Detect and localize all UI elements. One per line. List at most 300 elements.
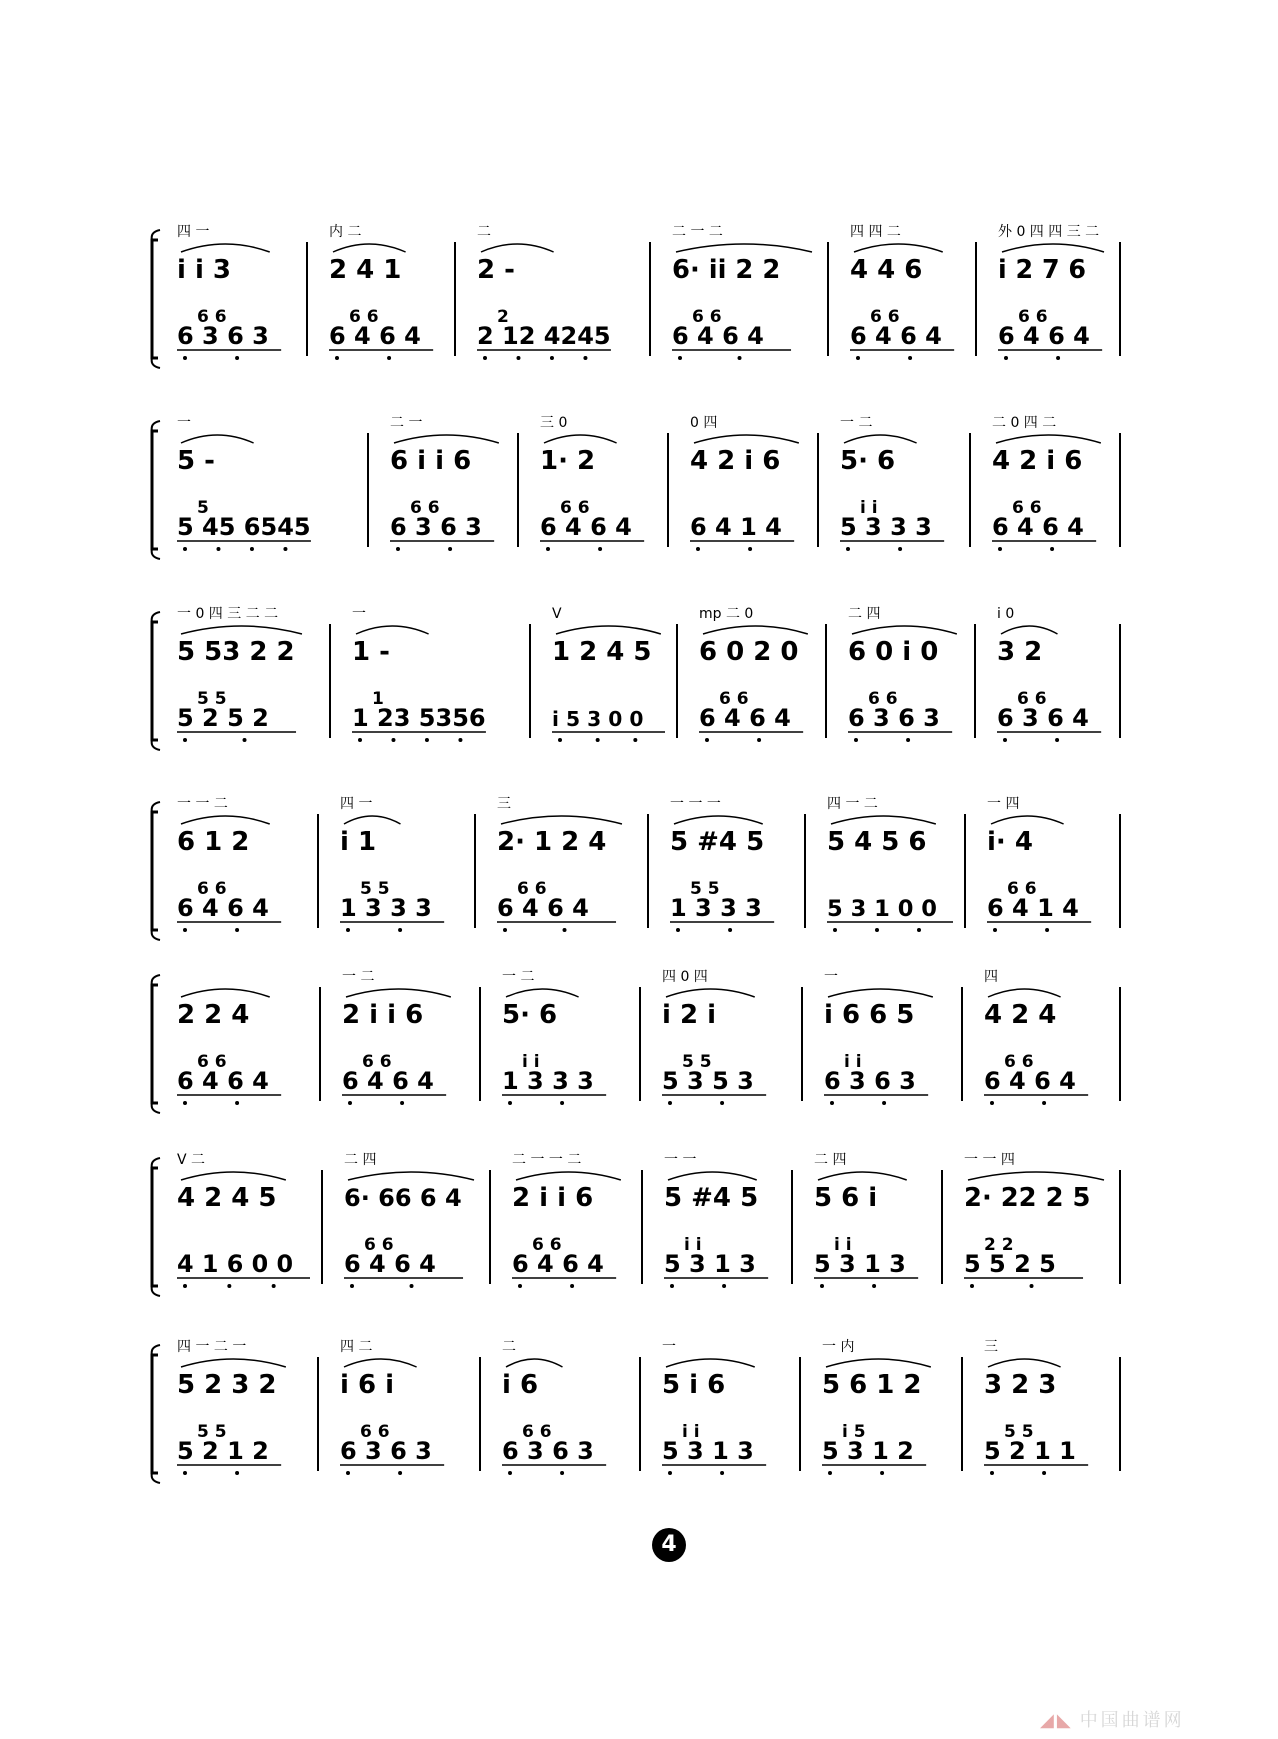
octave-dot — [875, 928, 879, 932]
fingering-mark: 一 0 四 三 二 二 — [177, 606, 279, 622]
accompaniment-notes: 6 4 6 4 — [512, 1250, 604, 1278]
accompaniment-notes: 6 4 6 4 — [344, 1250, 436, 1278]
fingering-mark: 一 — [662, 1339, 676, 1355]
page-number: 4 — [652, 1528, 686, 1562]
melody-notes: 6 0 i 0 — [848, 637, 939, 667]
melody-notes: 6 0 2 0 — [699, 637, 799, 667]
fingering-mark: 一 — [824, 969, 838, 985]
accompaniment-upper-notes: 2 — [497, 307, 509, 327]
octave-dot — [183, 1101, 187, 1105]
accompaniment-notes: 6 3 6 3 — [848, 704, 940, 732]
slur — [333, 244, 406, 252]
accompaniment-upper-notes: 6 6 — [360, 1422, 390, 1442]
slur — [181, 435, 254, 443]
melody-notes: 3 2 3 — [984, 1370, 1057, 1400]
fingering-mark: 二 四 — [344, 1152, 377, 1168]
octave-dot — [722, 1284, 726, 1288]
accompaniment-notes: 1 3 3 3 — [340, 894, 432, 922]
accompaniment-upper-notes: 5 5 — [682, 1052, 712, 1072]
octave-dot — [508, 1471, 512, 1475]
fingering-mark: 四 — [984, 969, 998, 985]
octave-dot — [250, 547, 254, 551]
slur — [344, 1359, 417, 1367]
melody-notes: 1 2 4 5 — [552, 637, 652, 667]
octave-dot — [668, 1471, 672, 1475]
accompaniment-upper-notes: 5 5 — [197, 1422, 227, 1442]
accompaniment-notes: 5 3 1 3 — [664, 1250, 756, 1278]
octave-dot — [908, 356, 912, 360]
accompaniment-notes: 6 4 6 4 — [497, 894, 589, 922]
slur — [346, 989, 451, 997]
fingering-mark: 一 二 — [342, 969, 375, 985]
fingering-mark: 一 一 — [664, 1152, 697, 1168]
octave-dot — [882, 1101, 886, 1105]
fingering-mark: 四 一 — [177, 224, 210, 240]
slur — [506, 989, 579, 997]
slur — [556, 626, 661, 634]
octave-dot — [990, 1101, 994, 1105]
octave-dot — [830, 1101, 834, 1105]
fingering-mark: 二 一 — [390, 415, 423, 431]
accompaniment-notes: 4 1 6 0 0 — [177, 1250, 294, 1278]
accompaniment-upper-notes: i 5 — [842, 1422, 866, 1442]
fingering-mark: 一 — [177, 415, 191, 431]
accompaniment-upper-notes: 6 6 — [197, 1052, 227, 1072]
octave-dot — [518, 1284, 522, 1288]
accompaniment-upper-notes: 6 6 — [532, 1235, 562, 1255]
accompaniment-notes: 6 4 6 4 — [329, 322, 421, 350]
watermark-text: 中国曲谱网 — [1079, 1710, 1185, 1731]
accompaniment-upper-notes: 6 6 — [362, 1052, 392, 1072]
accompaniment-notes: 6 3 6 4 — [997, 704, 1089, 732]
octave-dot — [216, 547, 220, 551]
accompaniment-upper-notes: 6 6 — [1007, 879, 1037, 899]
melody-notes: 4 2 i 6 — [690, 446, 781, 476]
slur — [674, 816, 763, 824]
accompaniment-upper-notes: 6 6 — [692, 307, 722, 327]
fingering-mark: 一 — [352, 606, 366, 622]
octave-dot — [1042, 1101, 1046, 1105]
accompaniment-upper-notes: i i — [834, 1235, 852, 1255]
accompaniment-upper-notes: 5 5 — [197, 689, 227, 709]
octave-dot — [243, 738, 247, 742]
accompaniment-upper-notes: 5 — [197, 498, 209, 518]
melody-notes: i 6 — [502, 1370, 539, 1400]
melody-notes: 6· 66 6 4 — [344, 1184, 462, 1212]
slur — [694, 435, 799, 443]
fingering-mark: 二 四 — [848, 606, 881, 622]
fingering-mark: 二 四 — [814, 1152, 847, 1168]
slur — [181, 244, 270, 252]
accompaniment-upper-notes: i i — [860, 498, 878, 518]
octave-dot — [358, 738, 362, 742]
accompaniment-notes: 5 3 1 3 — [662, 1437, 754, 1465]
accompaniment-upper-notes: 6 6 — [1017, 689, 1047, 709]
fingering-mark: 二 — [477, 224, 491, 240]
accompaniment-upper-notes: 6 6 — [1012, 498, 1042, 518]
accompaniment-upper-notes: i i — [844, 1052, 862, 1072]
accompaniment-upper-notes: 6 6 — [1018, 307, 1048, 327]
melody-notes: 5 6 1 2 — [822, 1370, 922, 1400]
melody-notes: 4 4 6 — [850, 255, 923, 285]
accompaniment-notes: 6 4 1 4 — [987, 894, 1079, 922]
melody-notes: 2· 22 2 5 — [964, 1183, 1091, 1213]
watermark-logo-icon: ◢◣ — [1040, 1710, 1074, 1731]
melody-notes: 2 4 1 — [329, 255, 402, 285]
octave-dot — [235, 1101, 239, 1105]
octave-dot — [696, 547, 700, 551]
fingering-mark: 一 二 — [840, 415, 873, 431]
octave-dot — [563, 928, 567, 932]
octave-dot — [350, 1284, 354, 1288]
melody-notes: 5 - — [177, 446, 215, 476]
system-brace — [152, 812, 158, 930]
octave-dot — [283, 547, 287, 551]
accompaniment-notes: 6 3 6 3 — [390, 513, 482, 541]
melody-notes: 2 i i 6 — [342, 1000, 424, 1030]
melody-notes: 5 #4 5 — [664, 1183, 759, 1213]
system-brace — [152, 985, 158, 1103]
octave-dot — [396, 547, 400, 551]
accompaniment-upper-notes: i i — [684, 1235, 702, 1255]
fingering-mark: 一 一 四 — [964, 1152, 1015, 1168]
accompaniment-notes: 6 3 6 3 — [824, 1067, 916, 1095]
system-brace — [152, 1355, 158, 1473]
fingering-mark: 二 一 二 — [672, 224, 723, 240]
octave-dot — [398, 1471, 402, 1475]
octave-dot — [387, 356, 391, 360]
octave-dot — [335, 356, 339, 360]
melody-notes: 5 i 6 — [662, 1370, 726, 1400]
octave-dot — [1056, 356, 1060, 360]
slur — [826, 1359, 931, 1367]
accompaniment-notes: 5 3 3 3 — [840, 513, 932, 541]
fingering-mark: 四 0 四 — [662, 969, 708, 985]
octave-dot — [550, 356, 554, 360]
fingering-mark: 四 一 二 一 — [177, 1339, 247, 1355]
octave-dot — [235, 928, 239, 932]
octave-dot — [757, 738, 761, 742]
octave-dot — [516, 356, 520, 360]
octave-dot — [391, 738, 395, 742]
slur — [968, 1172, 1104, 1180]
accompaniment-notes: 5 45 6545 — [177, 513, 311, 541]
melody-notes: i 6 i — [340, 1370, 395, 1400]
octave-dot — [1050, 547, 1054, 551]
melody-notes: 2 - — [477, 255, 515, 285]
accompaniment-notes: 1 3 3 3 — [502, 1067, 594, 1095]
melody-notes: 1· 2 — [540, 446, 596, 476]
accompaniment-upper-notes: i i — [682, 1422, 700, 1442]
fingering-mark: 三 — [984, 1339, 998, 1355]
fingering-mark: 四 二 — [340, 1339, 373, 1355]
accompaniment-upper-notes: 6 6 — [560, 498, 590, 518]
slur — [394, 435, 499, 443]
melody-notes: 5· 6 — [840, 446, 896, 476]
slur — [356, 626, 429, 634]
octave-dot — [348, 1101, 352, 1105]
octave-dot — [560, 1101, 564, 1105]
melody-notes: i 6 6 5 — [824, 1000, 915, 1030]
octave-dot — [398, 928, 402, 932]
octave-dot — [183, 356, 187, 360]
melody-notes: 5 53 2 2 — [177, 637, 295, 667]
slur — [831, 816, 936, 824]
fingering-mark: 三 0 — [540, 415, 568, 431]
slur — [852, 626, 957, 634]
melody-notes: 6 1 2 — [177, 827, 250, 857]
octave-dot — [728, 928, 732, 932]
accompaniment-notes: 1 23 5356 — [352, 704, 486, 732]
slur — [988, 1359, 1061, 1367]
accompaniment-upper-notes: 6 6 — [522, 1422, 552, 1442]
octave-dot — [583, 356, 587, 360]
octave-dot — [458, 738, 462, 742]
fingering-mark: mp 二 0 — [699, 606, 754, 622]
octave-dot — [668, 1101, 672, 1105]
slur — [181, 1172, 286, 1180]
slur — [181, 626, 302, 634]
octave-dot — [833, 928, 837, 932]
slur — [481, 244, 554, 252]
octave-dot — [183, 1284, 187, 1288]
melody-notes: i 2 i — [662, 1000, 717, 1030]
octave-dot — [1004, 356, 1008, 360]
accompaniment-upper-notes: 6 6 — [1004, 1052, 1034, 1072]
octave-dot — [346, 1471, 350, 1475]
slur — [181, 1359, 286, 1367]
fingering-mark: 一 一 一 — [670, 796, 721, 812]
octave-dot — [503, 928, 507, 932]
melody-notes: 3 2 — [997, 637, 1043, 667]
accompaniment-notes: 6 4 6 4 — [177, 1067, 269, 1095]
accompaniment-notes: 6 3 6 3 — [502, 1437, 594, 1465]
fingering-mark: i 0 — [997, 606, 1015, 622]
slur — [1001, 626, 1057, 634]
slur — [676, 244, 812, 252]
accompaniment-upper-notes: 5 5 — [1004, 1422, 1034, 1442]
system-brace — [152, 431, 158, 549]
octave-dot — [906, 738, 910, 742]
accompaniment-notes: 6 4 6 4 — [699, 704, 791, 732]
octave-dot — [1045, 928, 1049, 932]
octave-dot — [227, 1284, 231, 1288]
octave-dot — [1030, 1284, 1034, 1288]
fingering-mark: 三 — [497, 796, 511, 812]
accompaniment-notes: 6 4 6 4 — [672, 322, 764, 350]
octave-dot — [546, 547, 550, 551]
melody-notes: 5 #4 5 — [670, 827, 765, 857]
slur — [828, 989, 933, 997]
fingering-mark: 外 0 四 四 三 二 — [998, 224, 1100, 240]
octave-dot — [560, 1471, 564, 1475]
accompaniment-notes: 6 4 6 4 — [540, 513, 632, 541]
octave-dot — [183, 1471, 187, 1475]
octave-dot — [1003, 738, 1007, 742]
melody-notes: 2· 1 2 4 — [497, 827, 607, 857]
slur — [818, 1172, 907, 1180]
octave-dot — [720, 1101, 724, 1105]
accompaniment-notes: 1 3 3 3 — [670, 894, 762, 922]
accompaniment-notes: 2 12 4245 — [477, 322, 611, 350]
octave-dot — [183, 738, 187, 742]
accompaniment-notes: 5 5 2 5 — [964, 1250, 1056, 1278]
slur — [506, 1359, 562, 1367]
accompaniment-upper-notes: 6 6 — [197, 879, 227, 899]
accompaniment-upper-notes: 6 6 — [197, 307, 227, 327]
octave-dot — [670, 1284, 674, 1288]
accompaniment-upper-notes: 6 6 — [517, 879, 547, 899]
melody-notes: i 2 7 6 — [998, 254, 1087, 284]
fingering-mark: V — [552, 606, 562, 622]
octave-dot — [854, 738, 858, 742]
system-brace — [152, 1168, 158, 1286]
slur — [854, 244, 943, 252]
slur — [516, 1172, 621, 1180]
slur — [988, 989, 1061, 997]
octave-dot — [508, 1101, 512, 1105]
slur — [991, 816, 1064, 824]
watermark — [1040, 1706, 1260, 1732]
accompaniment-notes: 6 3 6 3 — [177, 322, 269, 350]
accompaniment-notes: 5 2 1 2 — [177, 1437, 269, 1465]
slur — [544, 435, 617, 443]
slur — [348, 1172, 474, 1180]
octave-dot — [183, 928, 187, 932]
melody-notes: 4 2 4 — [984, 1000, 1057, 1030]
slur — [1002, 244, 1104, 252]
octave-dot — [748, 547, 752, 551]
melody-notes: 2 2 4 — [177, 1000, 250, 1030]
octave-dot — [872, 1284, 876, 1288]
octave-dot — [633, 738, 637, 742]
accompaniment-upper-notes: 6 6 — [719, 689, 749, 709]
fingering-mark: 0 四 — [690, 415, 718, 431]
octave-dot — [828, 1471, 832, 1475]
octave-dot — [720, 1471, 724, 1475]
accompaniment-notes: 5 3 5 3 — [662, 1067, 754, 1095]
melody-notes: 2 i i 6 — [512, 1183, 594, 1213]
octave-dot — [570, 1284, 574, 1288]
melody-notes: i· 4 — [987, 827, 1033, 857]
octave-dot — [596, 738, 600, 742]
melody-notes: 4 2 4 5 — [177, 1183, 277, 1213]
slur — [703, 626, 808, 634]
accompaniment-upper-notes: 5 5 — [360, 879, 390, 899]
octave-dot — [880, 1471, 884, 1475]
accompaniment-upper-notes: 5 5 — [690, 879, 720, 899]
octave-dot — [448, 547, 452, 551]
accompaniment-upper-notes: 6 6 — [410, 498, 440, 518]
accompaniment-notes: 5 3 1 3 — [814, 1250, 906, 1278]
fingering-mark: 二 0 四 二 — [992, 415, 1057, 431]
accompaniment-notes: 6 4 6 4 — [342, 1067, 434, 1095]
slur — [844, 435, 917, 443]
octave-dot — [820, 1284, 824, 1288]
fingering-mark: 内 二 — [329, 224, 362, 240]
accompaniment-upper-notes: i i — [522, 1052, 540, 1072]
accompaniment-notes: 5 2 1 1 — [984, 1437, 1076, 1465]
melody-notes: 6 i i 6 — [390, 446, 472, 476]
octave-dot — [346, 928, 350, 932]
system-brace — [152, 240, 158, 358]
slur — [996, 435, 1101, 443]
accompaniment-notes: 6 4 6 4 — [998, 322, 1090, 350]
fingering-mark: 二 一 一 二 — [512, 1152, 582, 1168]
octave-dot — [425, 738, 429, 742]
accompaniment-upper-notes: 6 6 — [868, 689, 898, 709]
accompaniment-notes: i 5 3 0 0 — [552, 707, 644, 731]
octave-dot — [400, 1101, 404, 1105]
slur — [668, 1172, 757, 1180]
octave-dot — [676, 928, 680, 932]
fingering-mark: 一 四 — [987, 796, 1020, 812]
fingering-mark: 一 二 — [502, 969, 535, 985]
accompaniment-notes: 5 3 1 2 — [822, 1437, 914, 1465]
slur — [181, 816, 270, 824]
accompaniment-upper-notes: 6 6 — [349, 307, 379, 327]
accompaniment-notes: 6 4 6 4 — [177, 894, 269, 922]
accompaniment-notes: 6 4 6 4 — [850, 322, 942, 350]
slur — [666, 1359, 755, 1367]
fingering-mark: 四 四 二 — [850, 224, 901, 240]
slur — [666, 989, 755, 997]
octave-dot — [705, 738, 709, 742]
octave-dot — [235, 1471, 239, 1475]
accompaniment-notes: 6 4 6 4 — [984, 1067, 1076, 1095]
melody-notes: i 1 — [340, 827, 377, 857]
octave-dot — [898, 547, 902, 551]
accompaniment-upper-notes: 6 6 — [870, 307, 900, 327]
accompaniment-notes: 5 3 1 0 0 — [827, 896, 937, 922]
octave-dot — [483, 356, 487, 360]
slur — [181, 989, 270, 997]
melody-notes: 6· ii 2 2 — [672, 255, 781, 285]
octave-dot — [998, 547, 1002, 551]
accompaniment-notes: 6 3 6 3 — [340, 1437, 432, 1465]
accompaniment-upper-notes: 1 — [372, 689, 384, 709]
octave-dot — [970, 1284, 974, 1288]
melody-notes: 5 4 5 6 — [827, 827, 927, 857]
accompaniment-notes: 6 4 1 4 — [690, 513, 782, 541]
slur — [344, 816, 400, 824]
melody-notes: 4 2 i 6 — [992, 446, 1083, 476]
octave-dot — [272, 1284, 276, 1288]
melody-notes: 5· 6 — [502, 1000, 558, 1030]
melody-notes: 5 2 3 2 — [177, 1370, 277, 1400]
octave-dot — [558, 738, 562, 742]
fingering-mark: V 二 — [177, 1152, 206, 1168]
fingering-mark: 二 — [502, 1339, 516, 1355]
octave-dot — [846, 547, 850, 551]
octave-dot — [856, 356, 860, 360]
fingering-mark: 一 内 — [822, 1339, 855, 1355]
slur — [501, 816, 622, 824]
fingering-mark: 四 一 — [340, 796, 373, 812]
octave-dot — [410, 1284, 414, 1288]
octave-dot — [738, 356, 742, 360]
octave-dot — [1042, 1471, 1046, 1475]
fingering-mark: 四 一 二 — [827, 796, 878, 812]
melody-notes: 5 6 i — [814, 1183, 878, 1213]
octave-dot — [990, 1471, 994, 1475]
accompaniment-upper-notes: 2 2 — [984, 1235, 1014, 1255]
accompaniment-upper-notes: 6 6 — [364, 1235, 394, 1255]
system-brace — [152, 622, 158, 740]
octave-dot — [993, 928, 997, 932]
accompaniment-notes: 5 2 5 2 — [177, 704, 269, 732]
octave-dot — [598, 547, 602, 551]
